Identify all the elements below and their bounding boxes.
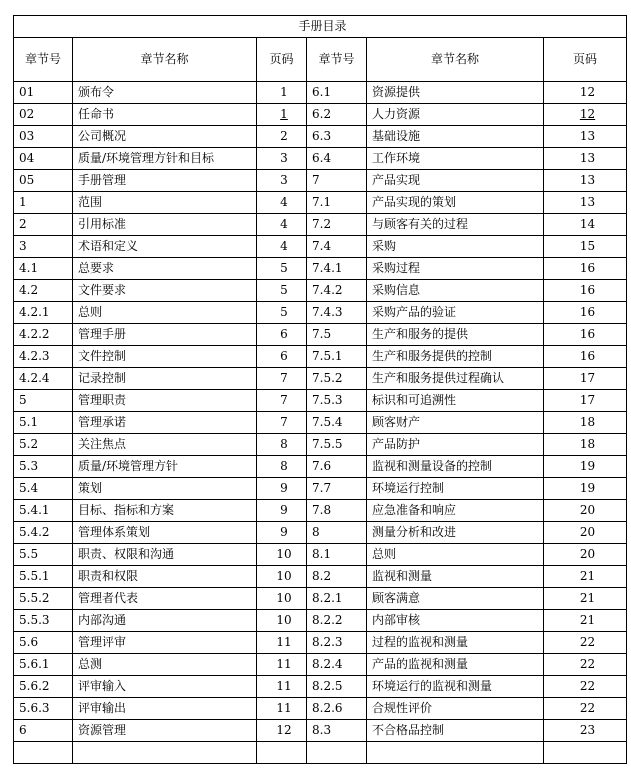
page-no: 11: [257, 676, 307, 698]
header-section-name-2: 章节名称: [367, 38, 544, 82]
section-no-2: 7.2: [307, 214, 367, 236]
section-name-2: 总则: [367, 544, 544, 566]
table-row: [14, 302, 627, 324]
page-no: 11: [257, 654, 307, 676]
page-no-2: 22: [544, 698, 627, 720]
header-section-no-2: 章节号: [307, 38, 367, 82]
section-no: 5.3: [14, 456, 73, 478]
table-row: [14, 654, 627, 676]
section-name-2: 环境运行的监视和测量: [367, 676, 544, 698]
table-row: [14, 104, 627, 126]
section-name-2: 产品实现的策划: [367, 192, 544, 214]
table-row: [14, 500, 627, 522]
section-name-2: 采购: [367, 236, 544, 258]
section-no-2: 7.4.2: [307, 280, 367, 302]
section-name: 质量/环境管理方针和目标: [73, 148, 257, 170]
section-no-2: 7.5.4: [307, 412, 367, 434]
section-name: 评审输入: [73, 676, 257, 698]
section-no-2: 7.6: [307, 456, 367, 478]
section-no-2: 7.4.1: [307, 258, 367, 280]
section-no: 5.6.1: [14, 654, 73, 676]
page-no-2: 22: [544, 676, 627, 698]
page-no-2: 16: [544, 346, 627, 368]
page-no-2: 12: [544, 82, 627, 104]
section-name-2: 应急准备和响应: [367, 500, 544, 522]
section-name-2: 工作环境: [367, 148, 544, 170]
table-row: [14, 544, 627, 566]
table-row: [14, 280, 627, 302]
page-no: 9: [257, 478, 307, 500]
page-no-2: 19: [544, 478, 627, 500]
page-no: 8: [257, 434, 307, 456]
section-name-2: 不合格品控制: [367, 720, 544, 742]
section-name: 总测: [73, 654, 257, 676]
page-no-2: 17: [544, 368, 627, 390]
section-name-2: 合规性评价: [367, 698, 544, 720]
page-no: 4: [257, 236, 307, 258]
section-no-2: 8.1: [307, 544, 367, 566]
section-name-2: 顾客满意: [367, 588, 544, 610]
section-name: 质量/环境管理方针: [73, 456, 257, 478]
page-no-2: 20: [544, 500, 627, 522]
page-no-2: 17: [544, 390, 627, 412]
section-name: 术语和定义: [73, 236, 257, 258]
section-name: 策划: [73, 478, 257, 500]
page-no-2: 22: [544, 654, 627, 676]
header-row: [14, 38, 627, 82]
table-row: [14, 632, 627, 654]
empty-cell: [367, 742, 544, 764]
section-name-2: 产品实现: [367, 170, 544, 192]
table-row: [14, 588, 627, 610]
section-name-2: 产品的监视和测量: [367, 654, 544, 676]
empty-cell: [307, 742, 367, 764]
empty-cell: [257, 742, 307, 764]
table-row: [14, 390, 627, 412]
page-no: 7: [257, 412, 307, 434]
section-name: 颁布令: [73, 82, 257, 104]
table-row: [14, 214, 627, 236]
page-no-2: 21: [544, 588, 627, 610]
section-name: 管理评审: [73, 632, 257, 654]
section-no-2: 7.5.3: [307, 390, 367, 412]
section-no-2: 8.2.3: [307, 632, 367, 654]
section-name-2: 测量分析和改进: [367, 522, 544, 544]
section-no-2: 7.5.1: [307, 346, 367, 368]
page-no-2: 16: [544, 302, 627, 324]
section-name: 文件要求: [73, 280, 257, 302]
section-name: 管理体系策划: [73, 522, 257, 544]
table-row: [14, 170, 627, 192]
section-no-2: 8: [307, 522, 367, 544]
section-no: 6: [14, 720, 73, 742]
section-no-2: 8.2: [307, 566, 367, 588]
section-name-2: 与顾客有关的过程: [367, 214, 544, 236]
header-page: 页码: [257, 38, 307, 82]
table-row: [14, 434, 627, 456]
page-no: 11: [257, 698, 307, 720]
section-no: 5.6: [14, 632, 73, 654]
section-no: 4.2: [14, 280, 73, 302]
section-no-2: 7.5.5: [307, 434, 367, 456]
page-no-2: 18: [544, 434, 627, 456]
page-no-2: 12: [544, 104, 627, 126]
page-no-2: 23: [544, 720, 627, 742]
section-no: 5.5.1: [14, 566, 73, 588]
page-no-2: 14: [544, 214, 627, 236]
page-no-2: 18: [544, 412, 627, 434]
page-no: 1: [257, 104, 307, 126]
section-no: 05: [14, 170, 73, 192]
page-no-2: 16: [544, 324, 627, 346]
section-name-2: 生产和服务的提供: [367, 324, 544, 346]
page-no: 5: [257, 302, 307, 324]
section-no: 01: [14, 82, 73, 104]
section-name-2: 内部审核: [367, 610, 544, 632]
section-name-2: 采购信息: [367, 280, 544, 302]
section-no-2: 7.4: [307, 236, 367, 258]
page-no: 1: [257, 82, 307, 104]
table-row: [14, 610, 627, 632]
header-page-2: 页码: [544, 38, 627, 82]
section-name-2: 资源提供: [367, 82, 544, 104]
table-row: [14, 478, 627, 500]
section-no: 3: [14, 236, 73, 258]
section-no-2: 7.8: [307, 500, 367, 522]
page-no: 8: [257, 456, 307, 478]
section-name: 职责和权限: [73, 566, 257, 588]
section-no-2: 7: [307, 170, 367, 192]
section-name-2: 监视和测量设备的控制: [367, 456, 544, 478]
section-no: 02: [14, 104, 73, 126]
header-section-name: 章节名称: [73, 38, 257, 82]
page-no: 7: [257, 368, 307, 390]
section-name: 关注焦点: [73, 434, 257, 456]
section-no: 5.6.2: [14, 676, 73, 698]
section-no: 4.2.4: [14, 368, 73, 390]
section-no: 5.2: [14, 434, 73, 456]
page-no-2: 20: [544, 522, 627, 544]
section-name: 管理职责: [73, 390, 257, 412]
section-no-2: 8.2.1: [307, 588, 367, 610]
table-row: [14, 412, 627, 434]
section-name: 评审输出: [73, 698, 257, 720]
section-name: 文件控制: [73, 346, 257, 368]
section-name: 内部沟通: [73, 610, 257, 632]
section-no-2: 8.2.5: [307, 676, 367, 698]
section-no: 5.4: [14, 478, 73, 500]
table-row: [14, 676, 627, 698]
section-name: 任命书: [73, 104, 257, 126]
section-no: 04: [14, 148, 73, 170]
section-name: 公司概况: [73, 126, 257, 148]
section-no-2: 8.3: [307, 720, 367, 742]
page-no-2: 21: [544, 610, 627, 632]
page-no: 6: [257, 346, 307, 368]
section-no-2: 8.2.6: [307, 698, 367, 720]
page-no-2: 21: [544, 566, 627, 588]
section-no-2: 6.1: [307, 82, 367, 104]
page-no: 4: [257, 192, 307, 214]
header-section-no: 章节号: [14, 38, 73, 82]
page-no-2: 16: [544, 280, 627, 302]
section-no-2: 8.2.2: [307, 610, 367, 632]
table-row: [14, 698, 627, 720]
section-name: 总要求: [73, 258, 257, 280]
toc-table: [13, 15, 627, 764]
section-no: 5.5: [14, 544, 73, 566]
section-no: 5.4.1: [14, 500, 73, 522]
section-no-2: 6.3: [307, 126, 367, 148]
title-row: [14, 16, 627, 38]
table-row: [14, 148, 627, 170]
section-name-2: 产品防护: [367, 434, 544, 456]
section-no-2: 7.5.2: [307, 368, 367, 390]
table-row: [14, 82, 627, 104]
table-row: [14, 258, 627, 280]
table-row: [14, 720, 627, 742]
section-name-2: 生产和服务提供过程确认: [367, 368, 544, 390]
section-name: 范围: [73, 192, 257, 214]
section-no: 5.5.3: [14, 610, 73, 632]
page-title: 手册目录: [14, 16, 627, 38]
page-no: 9: [257, 522, 307, 544]
page-no-2: 13: [544, 170, 627, 192]
section-name: 职责、权限和沟通: [73, 544, 257, 566]
table-row: [14, 346, 627, 368]
empty-cell: [544, 742, 627, 764]
page-no-2: 16: [544, 258, 627, 280]
section-no: 5.5.2: [14, 588, 73, 610]
section-name-2: 生产和服务提供的控制: [367, 346, 544, 368]
table-row: [14, 126, 627, 148]
section-no: 5: [14, 390, 73, 412]
page-no-2: 13: [544, 192, 627, 214]
section-name: 引用标准: [73, 214, 257, 236]
section-no: 1: [14, 192, 73, 214]
section-name-2: 顾客财产: [367, 412, 544, 434]
section-name: 管理手册: [73, 324, 257, 346]
section-no: 5.1: [14, 412, 73, 434]
section-no: 5.6.3: [14, 698, 73, 720]
page-no: 10: [257, 566, 307, 588]
section-name: 记录控制: [73, 368, 257, 390]
page-no: 2: [257, 126, 307, 148]
empty-row: [14, 742, 627, 764]
section-no: 5.4.2: [14, 522, 73, 544]
page-no: 4: [257, 214, 307, 236]
page-no: 10: [257, 610, 307, 632]
table-row: [14, 236, 627, 258]
page-no: 10: [257, 544, 307, 566]
section-no: 2: [14, 214, 73, 236]
section-no-2: 7.1: [307, 192, 367, 214]
page-no: 5: [257, 258, 307, 280]
page-no-2: 13: [544, 126, 627, 148]
section-name: 管理者代表: [73, 588, 257, 610]
section-name-2: 采购过程: [367, 258, 544, 280]
section-name-2: 环境运行控制: [367, 478, 544, 500]
page-no-2: 20: [544, 544, 627, 566]
section-name: 资源管理: [73, 720, 257, 742]
page-no: 9: [257, 500, 307, 522]
section-name-2: 采购产品的验证: [367, 302, 544, 324]
section-name-2: 人力资源: [367, 104, 544, 126]
section-no: 4.2.1: [14, 302, 73, 324]
page-no-2: 22: [544, 632, 627, 654]
table-row: [14, 368, 627, 390]
section-no-2: 6.2: [307, 104, 367, 126]
page-no: 12: [257, 720, 307, 742]
section-name: 手册管理: [73, 170, 257, 192]
page-no: 11: [257, 632, 307, 654]
section-no: 03: [14, 126, 73, 148]
page-no: 3: [257, 148, 307, 170]
section-no-2: 7.5: [307, 324, 367, 346]
section-name: 总则: [73, 302, 257, 324]
table-row: [14, 324, 627, 346]
page-no: 6: [257, 324, 307, 346]
page-no-2: 13: [544, 148, 627, 170]
page-no: 3: [257, 170, 307, 192]
page-no: 7: [257, 390, 307, 412]
section-name: 管理承诺: [73, 412, 257, 434]
section-no-2: 8.2.4: [307, 654, 367, 676]
page-no: 10: [257, 588, 307, 610]
section-no: 4.1: [14, 258, 73, 280]
section-no-2: 7.4.3: [307, 302, 367, 324]
section-name-2: 监视和测量: [367, 566, 544, 588]
section-name-2: 标识和可追溯性: [367, 390, 544, 412]
section-no: 4.2.2: [14, 324, 73, 346]
section-no: 4.2.3: [14, 346, 73, 368]
table-row: [14, 566, 627, 588]
section-name-2: 过程的监视和测量: [367, 632, 544, 654]
page-no-2: 19: [544, 456, 627, 478]
table-row: [14, 192, 627, 214]
page-no: 5: [257, 280, 307, 302]
empty-cell: [73, 742, 257, 764]
section-no-2: 7.7: [307, 478, 367, 500]
empty-cell: [14, 742, 73, 764]
page-no-2: 15: [544, 236, 627, 258]
section-name-2: 基础设施: [367, 126, 544, 148]
table-row: [14, 456, 627, 478]
section-name: 目标、指标和方案: [73, 500, 257, 522]
table-row: [14, 522, 627, 544]
section-no-2: 6.4: [307, 148, 367, 170]
